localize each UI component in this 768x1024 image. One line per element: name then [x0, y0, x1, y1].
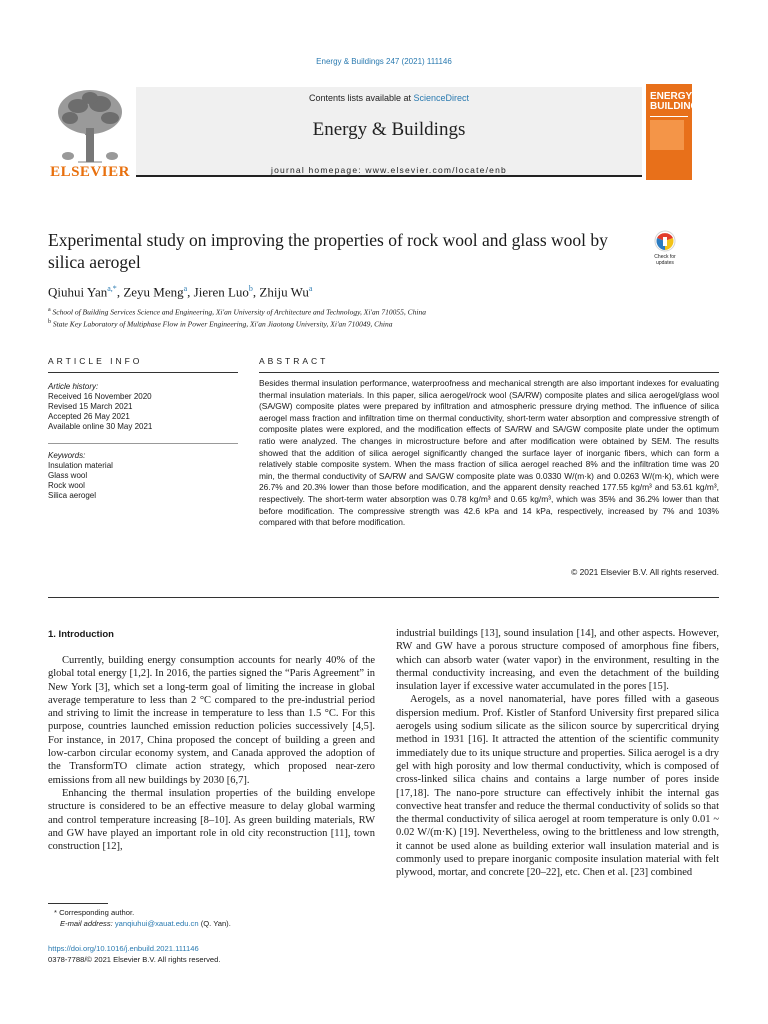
- keywords: [48, 451, 238, 501]
- divider: [259, 372, 719, 373]
- issn-line: 0378-7788/© 2021 Elsevier B.V. All rights reserved.: [48, 955, 221, 964]
- affiliation: [48, 307, 426, 317]
- corresponding-author-note: * Corresponding author.: [54, 908, 135, 917]
- keyword: Glass wool: [48, 471, 88, 480]
- crossmark-label-line1: Check for: [654, 254, 676, 260]
- email-line: [48, 918, 375, 929]
- journal-header: [48, 84, 705, 180]
- cover-panel: [650, 120, 684, 150]
- author-affiliation-mark[interactable]: a,*: [107, 284, 117, 293]
- paragraph: industrial buildings [13], sound insulation [14], and other aspects. However, RW and GW have a porous structure composed of amorphous fine fibers, which can absorb water (water vapor) in the environment, resulting in the thermal conductivity increasing, and even the detachment of the building insulation layer if excessive water accumulated in the pores [15].: [396, 628, 719, 693]
- author-name[interactable]: Zeyu Meng: [123, 284, 184, 300]
- divider: [48, 597, 719, 598]
- received-date: Received 16 November 2020: [48, 392, 152, 401]
- author-name[interactable]: Jieren Luo: [193, 284, 249, 300]
- paragraph: Enhancing the thermal insulation properties of the building envelope structure is considered to be an effective measure to delay global warming and control temperature increasing [8–10]. As green building materials, RW and GW have played an important role in old city reconstruction [11], town construction [12],: [48, 787, 375, 853]
- crossmark-icon: [648, 229, 682, 253]
- affiliation-mark: a: [48, 307, 51, 313]
- journal-title[interactable]: Energy & Buildings: [312, 119, 466, 140]
- author-affiliation-mark[interactable]: a: [183, 284, 188, 293]
- article-history: [48, 382, 238, 432]
- contents-prefix: Contents lists available at: [308, 93, 414, 103]
- abstract-copyright: © 2021 Elsevier B.V. All rights reserved.: [571, 567, 719, 577]
- crossmark-label: [648, 254, 682, 266]
- cover-rule: [650, 116, 688, 117]
- divider: [48, 443, 238, 444]
- cover-title: ENERGY BUILDINGS: [650, 91, 705, 112]
- tree-icon: [48, 84, 132, 164]
- author-email-link[interactable]: yanqiuhui@xauat.edu.cn: [114, 919, 199, 928]
- divider: [48, 372, 238, 373]
- journal-homepage[interactable]: journal homepage: www.elsevier.com/locate/enb: [271, 165, 507, 175]
- contents-line: [136, 93, 642, 103]
- paper-title: Experimental study on improving the properties of rock wool and glass wool by silica aerogel: [48, 230, 608, 272]
- crossmark-button[interactable]: [648, 229, 682, 267]
- body-column-right: [396, 627, 719, 880]
- affiliation: [48, 319, 393, 329]
- keyword: Rock wool: [48, 481, 85, 490]
- affiliation-text: School of Building Services Science and Engineering, Xi'an University of Architecture and Technology, Xi'an 710055, China: [52, 307, 426, 317]
- body-column-left: [48, 654, 375, 853]
- doi-link[interactable]: https://doi.org/10.1016/j.enbuild.2021.111146: [48, 944, 199, 953]
- footnotes: [48, 907, 375, 929]
- paragraph: Aerogels, as a novel nanomaterial, have pores filled with a gaseous dispersion medium. Prof. Kistler of Stanford University first prepared silica aerogels using sodium silicate as the silicon source by supercritical drying method in 1931 [16]. It attracted the attention of the scientific community immediately due to its unique structure and properties. Silica aerogel is a dry gel with high porosity and low thermal conductivity, which is composed of cross-linked silica chains and contains a large number of pores inside [17,18]. The nano-pore structure can effectively inhibit the internal gas convective heat transfer and reduce the thermal conductivity of solids so that the thermal conductivity of silica aerogel at room temperature is only 0.01 ~ 0.02 W/(m·K) [19]. Nevertheless, owing to the brittleness and low strength, it cannot be used alone as building exterior wall insulation material and is commonly used to prepare inorganic composite insulation material with felt plywood, mortar, and concrete [20–22], etc. Chen et al. [23] combined: [396, 694, 719, 879]
- article-info-heading: ARTICLE INFO: [48, 356, 143, 366]
- author-list: Qiuhui Yan$^{a,*}$, Zeyu Meng$^a$, Jieren Luo$^b$, Zhiju Wu$^a$: [48, 284, 313, 300]
- elsevier-tree-logo[interactable]: [48, 84, 132, 180]
- keyword: Insulation material: [48, 461, 113, 470]
- accepted-date: Accepted 26 May 2021: [48, 412, 130, 421]
- history-label: Article history:: [48, 382, 99, 391]
- author-name[interactable]: Qiuhui Yan: [48, 284, 108, 300]
- author-name[interactable]: Zhiju Wu: [259, 284, 309, 300]
- journal-cover-thumbnail[interactable]: [646, 84, 705, 180]
- affiliation-text: State Key Laboratory of Multiphase Flow in Power Engineering, Xi'an Jiaotong University, Xi'an 710049, China: [52, 319, 393, 329]
- section-heading-introduction: 1. Introduction: [48, 629, 114, 640]
- email-label: E-mail address:: [60, 919, 115, 928]
- journal-banner: [136, 87, 642, 177]
- footnote-divider: [48, 903, 108, 904]
- online-date: Available online 30 May 2021: [48, 422, 153, 431]
- journal-reference[interactable]: Energy & Buildings 247 (2021) 111146: [316, 57, 452, 66]
- revised-date: Revised 15 March 2021: [48, 402, 133, 411]
- elsevier-wordmark: ELSEVIER: [50, 164, 130, 180]
- keywords-label: Keywords:: [48, 451, 86, 460]
- affiliation-mark: b: [48, 319, 51, 325]
- paragraph: Currently, building energy consumption accounts for nearly 40% of the global total energy [1,2]. In 2016, the parties signed the “Paris Agreement” in New York [3], which set a long-term goal of limiting the increase in global average temperature to less than 2 °C compared to the pre-industrial period and striving to limit the increase in temperature to less than 1.5 °C. For this purpose, countries launched emission reduction policies successively [4,5]. For instance, in 2017, China proposed the concept of building a green and low-carbon circular economy system, and Canada approved the adoption of the TransformTO climate action strategy, which proposed near-zero emissions from all new buildings by 2030 [6,7].: [48, 655, 375, 786]
- abstract-body: Besides thermal insulation performance, waterproofness and mechanical strength are also important indexes for evaluating thermal insulation materials. In this paper, silica aerogel/rock wool (SA/RW) composite plates and silica aerogel/glass wool (SA/GW) composite plates were prepared by infiltration and atmospheric pressure drying method. The influence of silica aerogel mass fraction and infiltration time on thermal conductivity, short-term water absorption and compressive strength of composite plates were explored, and the modification effects of SA/RW and SA/GW composite plate under the optimum ratio were analyzed. The changes in microstructure before and after modification were obtained by SEM. The results showed that the addition of silica aerogel significantly changed the surface layer of inorganic fibers, which can form a relatively stable composite system. When the mass fraction of silica aerogel reached 8% and the infiltration time was 20 min, the thermal conductivity of SA/RW and SA/GW composite plate was 0.0330 W/(m·k) and 0.0263 W/(m·k), which were 26.7% and 20.3% lower than those before modification, and the apparent density reached 177.55 kg/m³ and 53.61 kg/m³, respectively. The short-term water absorption was 0.78 kg/m³ and 0.65 kg/m³, which was 35% and 36.2% lower than that before modification. The compressive strength was 42.6 kPa and 14 kPa, respectively, increased by 7% and 103% compared with that before modification.: [259, 378, 719, 528]
- author-affiliation-mark[interactable]: b: [248, 284, 253, 293]
- author-affiliation-mark[interactable]: a: [308, 284, 313, 293]
- abstract-heading: ABSTRACT: [259, 356, 329, 366]
- doi-block: [48, 943, 375, 965]
- email-suffix: (Q. Yan).: [198, 919, 231, 928]
- sciencedirect-link[interactable]: ScienceDirect: [413, 93, 470, 103]
- keyword: Silica aerogel: [48, 491, 97, 500]
- crossmark-label-line2: updates: [656, 260, 674, 266]
